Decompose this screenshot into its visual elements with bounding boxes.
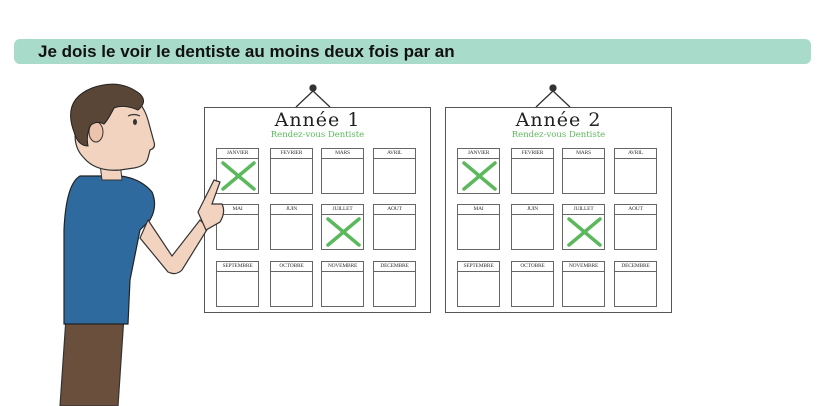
month-box bbox=[321, 148, 364, 194]
calendar-year-2 bbox=[445, 107, 672, 313]
month-label: MAI bbox=[217, 205, 258, 215]
month-box bbox=[373, 261, 416, 307]
month-box bbox=[457, 261, 500, 307]
month-label: AVRIL bbox=[615, 149, 656, 159]
month-box bbox=[511, 204, 554, 250]
boy-pointing-illustration bbox=[0, 80, 240, 406]
month-box bbox=[457, 204, 500, 250]
month-box bbox=[457, 148, 500, 194]
calendar-title: Année 1 bbox=[274, 109, 361, 131]
month-label: MARS bbox=[322, 149, 363, 159]
banner-text: Je dois le voir le dentiste au moins deux fois par an bbox=[38, 42, 455, 61]
month-label: SEPTEMBRE bbox=[217, 262, 258, 272]
month-label: JUIN bbox=[271, 205, 312, 215]
month-label: OCTOBRE bbox=[271, 262, 312, 272]
month-label: MAI bbox=[458, 205, 499, 215]
pants bbox=[60, 316, 124, 406]
month-box bbox=[614, 261, 657, 307]
month-label: JUILLET bbox=[322, 205, 363, 215]
month-box bbox=[321, 261, 364, 307]
month-label: DECEMBRE bbox=[374, 262, 415, 272]
month-box bbox=[373, 204, 416, 250]
month-box bbox=[511, 261, 554, 307]
month-label: OCTOBRE bbox=[512, 262, 553, 272]
month-label: MARS bbox=[563, 149, 604, 159]
month-label: AVRIL bbox=[374, 149, 415, 159]
month-label: JANVIER bbox=[217, 149, 258, 159]
month-box bbox=[270, 261, 313, 307]
month-label: FEVRIER bbox=[512, 149, 553, 159]
month-box bbox=[614, 148, 657, 194]
calendar-subtitle: Rendez-vous Dentiste bbox=[511, 130, 606, 140]
month-box bbox=[562, 261, 605, 307]
month-box bbox=[270, 204, 313, 250]
month-label: AOUT bbox=[374, 205, 415, 215]
arm bbox=[140, 220, 208, 274]
month-label: DECEMBRE bbox=[615, 262, 656, 272]
calendar-title: Année 2 bbox=[515, 109, 602, 131]
month-label: AOUT bbox=[615, 205, 656, 215]
month-box bbox=[614, 204, 657, 250]
x-mark-icon bbox=[567, 217, 602, 247]
month-box bbox=[321, 204, 364, 250]
month-label: NOVEMBRE bbox=[322, 262, 363, 272]
month-label: JANVIER bbox=[458, 149, 499, 159]
month-box bbox=[562, 204, 605, 250]
x-mark-icon bbox=[326, 217, 361, 247]
month-box bbox=[270, 148, 313, 194]
month-box bbox=[562, 148, 605, 194]
month-label: SEPTEMBRE bbox=[458, 262, 499, 272]
calendar-subtitle: Rendez-vous Dentiste bbox=[270, 130, 365, 140]
month-box bbox=[373, 148, 416, 194]
month-label: JUIN bbox=[512, 205, 553, 215]
x-mark-icon bbox=[462, 161, 497, 191]
shirt bbox=[64, 176, 155, 324]
month-label: NOVEMBRE bbox=[563, 262, 604, 272]
month-label: JUILLET bbox=[563, 205, 604, 215]
month-box bbox=[511, 148, 554, 194]
month-label: FEVRIER bbox=[271, 149, 312, 159]
